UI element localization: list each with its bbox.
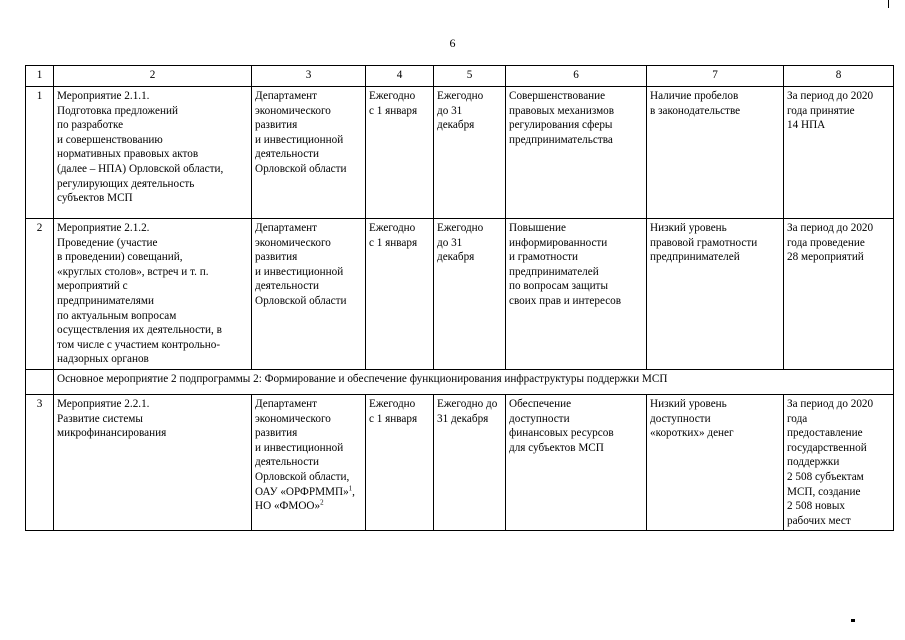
header-cell: 3 — [252, 66, 366, 87]
result-cell: За период до 2020 года проведение 28 мероприятий — [784, 219, 894, 370]
result-cell: За период до 2020 года предоставление государственной поддержки 2 508 субъектам МСП, создание 2 508 новых рабочих мест — [784, 394, 894, 530]
executor-tail-text: НО «ФМОО» — [255, 500, 321, 513]
section-title: Основное мероприятие 2 подпрограммы 2: Формирование и обеспечение функционирования инфраструктуры поддержки МСП — [54, 369, 894, 394]
footnote-ref-1: 1 — [348, 483, 353, 492]
table-row — [26, 219, 894, 370]
table-row — [26, 87, 894, 219]
start-date-cell: Ежегодно с 1 января — [366, 219, 434, 370]
header-cell: 2 — [54, 66, 252, 87]
activity-cell: Мероприятие 2.2.1. Развитие системы микрофинансирования — [54, 394, 252, 530]
page-number: 6 — [449, 36, 456, 50]
section-row — [26, 369, 894, 394]
activity-cell: Мероприятие 2.1.1. Подготовка предложений по разработке и совершенствованию нормативных правовых актов (далее – НПА) Орловской области, регулирующих деятельность субъектов МСП — [54, 87, 252, 219]
end-date-cell: Ежегодно до 31 декабря — [434, 394, 506, 530]
header-cell: 6 — [506, 66, 647, 87]
executor-cell: Департамент экономического развития и инвестиционной деятельности Орловской области — [252, 219, 366, 370]
scan-bottom-mark — [851, 619, 855, 622]
goal-cell: Совершенствование правовых механизмов регулирования сферы предпринимательства — [506, 87, 647, 219]
table-header-row — [26, 66, 894, 87]
row-number: 1 — [26, 87, 54, 219]
start-date-cell: Ежегодно с 1 января — [366, 394, 434, 530]
start-date-cell: Ежегодно с 1 января — [366, 87, 434, 219]
section-row-number-blank — [26, 369, 54, 394]
executor-cell: Департамент экономического развития и инвестиционной деятельности Орловской области — [252, 87, 366, 219]
activities-table — [25, 65, 894, 531]
header-cell: 4 — [366, 66, 434, 87]
row-number: 3 — [26, 394, 54, 530]
end-date-cell: Ежегодно до 31 декабря — [434, 87, 506, 219]
header-cell: 7 — [647, 66, 784, 87]
result-cell: За период до 2020 года принятие 14 НПА — [784, 87, 894, 219]
goal-cell: Повышение информированности и грамотности предпринимателей по вопросам защиты своих прав и интересов — [506, 219, 647, 370]
executor-cell — [252, 394, 366, 530]
scan-corner-mark — [888, 0, 889, 8]
problem-cell: Низкий уровень доступности «коротких» денег — [647, 394, 784, 530]
header-cell: 8 — [784, 66, 894, 87]
footnote-ref-2: 2 — [320, 498, 324, 507]
row-number: 2 — [26, 219, 54, 370]
table-row — [26, 394, 894, 530]
executor-main-text: Департамент экономического развития и инвестиционной деятельности Орловской области, ОАУ «ОРФРММП» — [255, 397, 350, 498]
goal-cell: Обеспечение доступности финансовых ресурсов для субъектов МСП — [506, 394, 647, 530]
header-cell: 1 — [26, 66, 54, 87]
problem-cell: Наличие пробелов в законодательстве — [647, 87, 784, 219]
end-date-cell: Ежегодно до 31 декабря — [434, 219, 506, 370]
problem-cell: Низкий уровень правовой грамотности предпринимателей — [647, 219, 784, 370]
header-cell: 5 — [434, 66, 506, 87]
executor-separator: , — [352, 485, 355, 498]
activity-cell: Мероприятие 2.1.2. Проведение (участие в проведении) совещаний, «круглых столов», встреч и т. п. мероприятий с предпринимателями по актуальным вопросам осуществления их деятельности, в том числе с участием контрольно- надзорных органов — [54, 219, 252, 370]
